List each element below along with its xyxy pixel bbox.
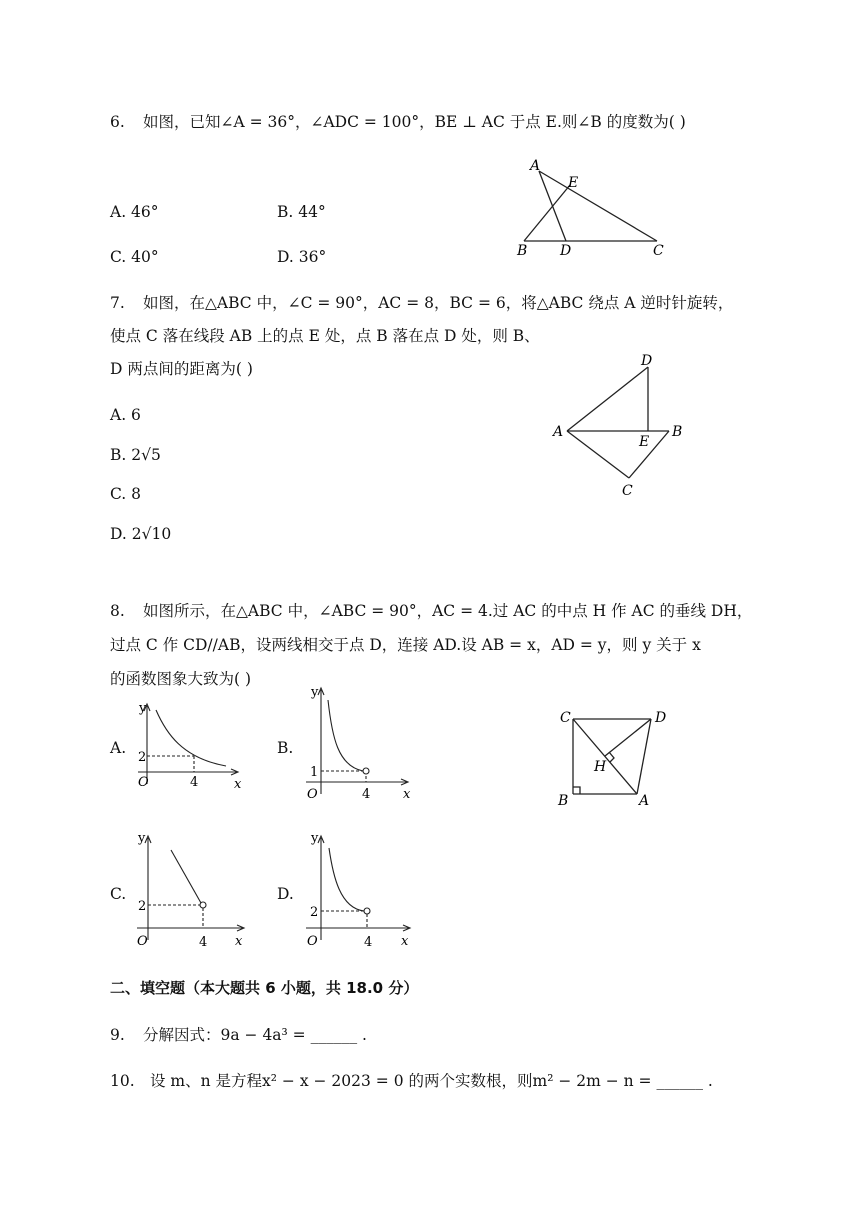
q8-number: 8. xyxy=(110,602,125,620)
q7-label-b: B xyxy=(672,424,683,440)
q8-a-x-label: x xyxy=(234,777,242,792)
q8-option-a: A. xyxy=(110,739,127,757)
q6-label-a: A xyxy=(530,158,541,174)
q6-option-a: A. 46° xyxy=(110,203,159,221)
q9-stem: 分解因式：9a − 4a³ = ______ . xyxy=(143,1026,367,1044)
q10-stem: 设 m、n 是方程x² − x − 2023 = 0 的两个实数根，则m² − 2m − n = ______ . xyxy=(150,1072,713,1090)
q6-option-c: C. 40° xyxy=(110,248,159,266)
q10-number: 10. xyxy=(110,1072,135,1090)
q8-c-y-label: y xyxy=(138,831,146,846)
q7-label-d: D xyxy=(641,353,653,369)
q8-fig-label-d: D xyxy=(655,710,667,726)
q6-number: 6. xyxy=(110,113,125,131)
q7-number: 7. xyxy=(110,294,125,312)
q8-b-tick-1: 1 xyxy=(310,765,319,780)
q8-graph-a xyxy=(130,698,250,793)
q7-label-e: E xyxy=(639,434,650,450)
section-heading: 二、填空题（本大题共 6 小题，共 18.0 分） xyxy=(110,979,419,997)
q7-stem-line2: 使点 C 落在线段 AB 上的点 E 处，点 B 落在点 D 处，则 B、 xyxy=(110,327,540,345)
q8-stem-line1: 如图所示，在△ABC 中，∠ABC = 90°，AC = 4.过 AC 的中点 H 作 AC 的垂线 DH， xyxy=(143,602,753,620)
q8-c-x-label: x xyxy=(235,934,243,949)
q8-d-tick-4: 4 xyxy=(364,935,373,950)
q8-d-y-label: y xyxy=(311,831,319,846)
q7-stem-line1: 如图，在△ABC 中，∠C = 90°，AC = 8，BC = 6，将△ABC 绕点 A 逆时针旋转， xyxy=(143,294,734,312)
q7-figure xyxy=(545,350,695,500)
q7-stem-line3: D 两点间的距离为( ) xyxy=(110,360,253,378)
q8-graph-d xyxy=(300,828,425,953)
q8-option-d: D. xyxy=(277,885,294,903)
q6-option-b: B. 44° xyxy=(277,203,326,221)
q8-d-x-label: x xyxy=(401,934,409,949)
q8-option-c: C. xyxy=(110,885,127,903)
q9-number: 9. xyxy=(110,1026,125,1044)
q6-label-d: D xyxy=(560,243,572,259)
q8-stem-line3: 的函数图象大致为( ) xyxy=(110,670,252,688)
q7-option-a: A. 6 xyxy=(110,406,141,424)
q8-c-tick-2: 2 xyxy=(138,899,147,914)
q7-option-c: C. 8 xyxy=(110,485,142,503)
q8-d-origin: O xyxy=(307,934,318,949)
q8-fig-label-b: B xyxy=(558,793,569,809)
q8-b-y-label: y xyxy=(311,685,319,700)
q6-label-c: C xyxy=(653,243,664,259)
q6-label-b: B xyxy=(517,243,528,259)
q8-fig-label-c: C xyxy=(560,710,571,726)
q8-fig-label-a: A xyxy=(639,793,650,809)
q7-label-c: C xyxy=(622,483,633,499)
q8-fig-label-h: H xyxy=(594,759,607,775)
q8-b-x-label: x xyxy=(403,787,411,802)
q7-label-a: A xyxy=(553,424,564,440)
q8-a-tick-2: 2 xyxy=(138,750,147,765)
q8-stem-line2: 过点 C 作 CD//AB，设两线相交于点 D，连接 AD.设 AB = x，AD = y，则 y 关于 x xyxy=(110,636,701,654)
q7-option-d: D. 2√10 xyxy=(110,525,172,543)
q6-figure xyxy=(510,155,690,265)
q8-option-b: B. xyxy=(277,739,294,757)
q8-graph-b xyxy=(300,682,420,807)
q8-c-tick-4: 4 xyxy=(199,935,208,950)
q8-d-tick-2: 2 xyxy=(310,905,319,920)
q8-b-tick-4: 4 xyxy=(362,787,371,802)
q8-a-tick-4: 4 xyxy=(190,775,199,790)
q6-stem: 如图，已知∠A = 36°，∠ADC = 100°，BE ⊥ AC 于点 E.则∠B 的度数为( ) xyxy=(143,113,686,131)
q8-graph-c xyxy=(130,828,255,953)
q8-c-origin: O xyxy=(137,934,148,949)
q8-b-origin: O xyxy=(307,787,318,802)
q7-option-b: B. 2√5 xyxy=(110,446,161,464)
q6-label-e: E xyxy=(568,175,579,191)
q8-figure xyxy=(555,705,685,815)
q8-a-origin: O xyxy=(138,775,149,790)
q8-a-y-label: y xyxy=(139,701,147,716)
q6-option-d: D. 36° xyxy=(277,248,327,266)
